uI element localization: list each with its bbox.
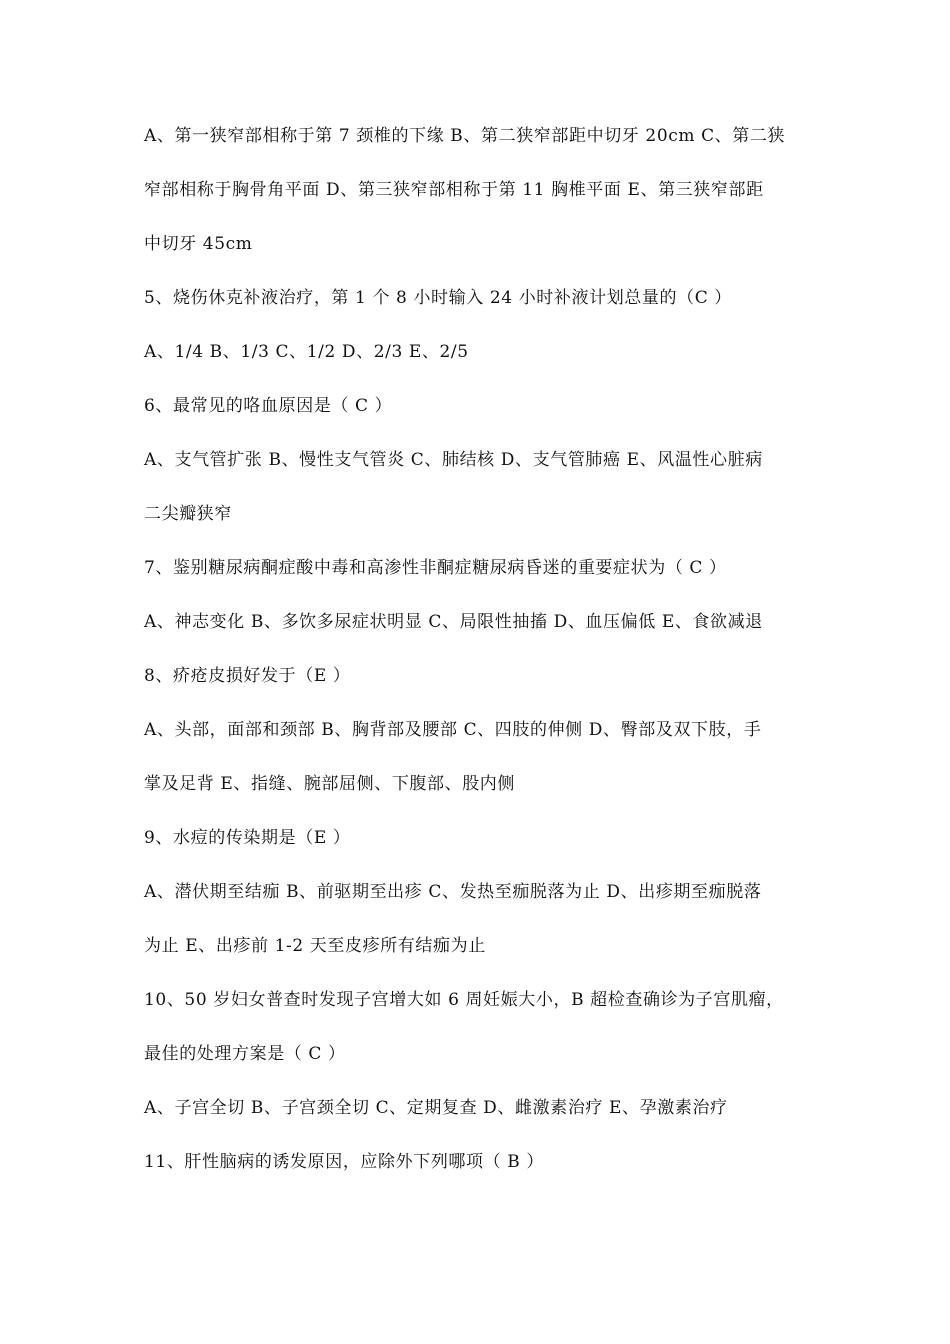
options-line: A、头部，面部和颈部 B、胸背部及腰部 C、四肢的伸侧 D、臀部及双下肢，手	[144, 720, 762, 740]
options-line: A、潜伏期至结痂 B、前驱期至出疹 C、发热至痂脱落为止 D、出疹期至痂脱落	[144, 882, 762, 902]
question-line: 7、鉴别糖尿病酮症酸中毒和高渗性非酮症糖尿病昏迷的重要症状为（ C ）	[144, 558, 727, 578]
options-line: 为止 E、出疹前 1-2 天至皮疹所有结痂为止	[144, 936, 486, 956]
text-line: A、第一狭窄部相称于第 7 颈椎的下缘 B、第二狭窄部距中切牙 20cm C、第二狭	[144, 126, 786, 146]
options-line: A、神志变化 B、多饮多尿症状明显 C、局限性抽搐 D、血压偏低 E、食欲减退	[144, 612, 763, 632]
options-line: 二尖瓣狭窄	[144, 504, 232, 524]
options-line: A、支气管扩张 B、慢性支气管炎 C、肺结核 D、支气管肺癌 E、风温性心脏病	[144, 450, 763, 470]
text-line: 窄部相称于胸骨角平面 D、第三狭窄部相称于第 11 胸椎平面 E、第三狭窄部距	[144, 180, 764, 200]
question-line: 10、50 岁妇女普查时发现子宫增大如 6 周妊娠大小，B 超检查确诊为子宫肌瘤，	[144, 990, 784, 1010]
question-line: 9、水痘的传染期是（E ）	[144, 828, 351, 848]
question-line: 8、疥疮皮损好发于（E ）	[144, 666, 351, 686]
text-line: 中切牙 45cm	[144, 234, 253, 254]
options-line: 掌及足背 E、指缝、腕部屈侧、下腹部、股内侧	[144, 774, 516, 794]
options-line: A、1/4 B、1/3 C、1/2 D、2/3 E、2/5	[144, 342, 469, 362]
document-body	[144, 116, 814, 1196]
question-line: 5、烧伤休克补液治疗，第 1 个 8 小时输入 24 小时补液计划总量的（C ）	[144, 288, 732, 308]
question-line: 6、最常见的咯血原因是（ C ）	[144, 396, 393, 416]
question-line: 11、肝性脑病的诱发原因，应除外下列哪项（ B ）	[144, 1152, 544, 1172]
question-line: 最佳的处理方案是（ C ）	[144, 1044, 346, 1064]
options-line: A、子宫全切 B、子宫颈全切 C、定期复查 D、雌激素治疗 E、孕激素治疗	[144, 1098, 728, 1118]
